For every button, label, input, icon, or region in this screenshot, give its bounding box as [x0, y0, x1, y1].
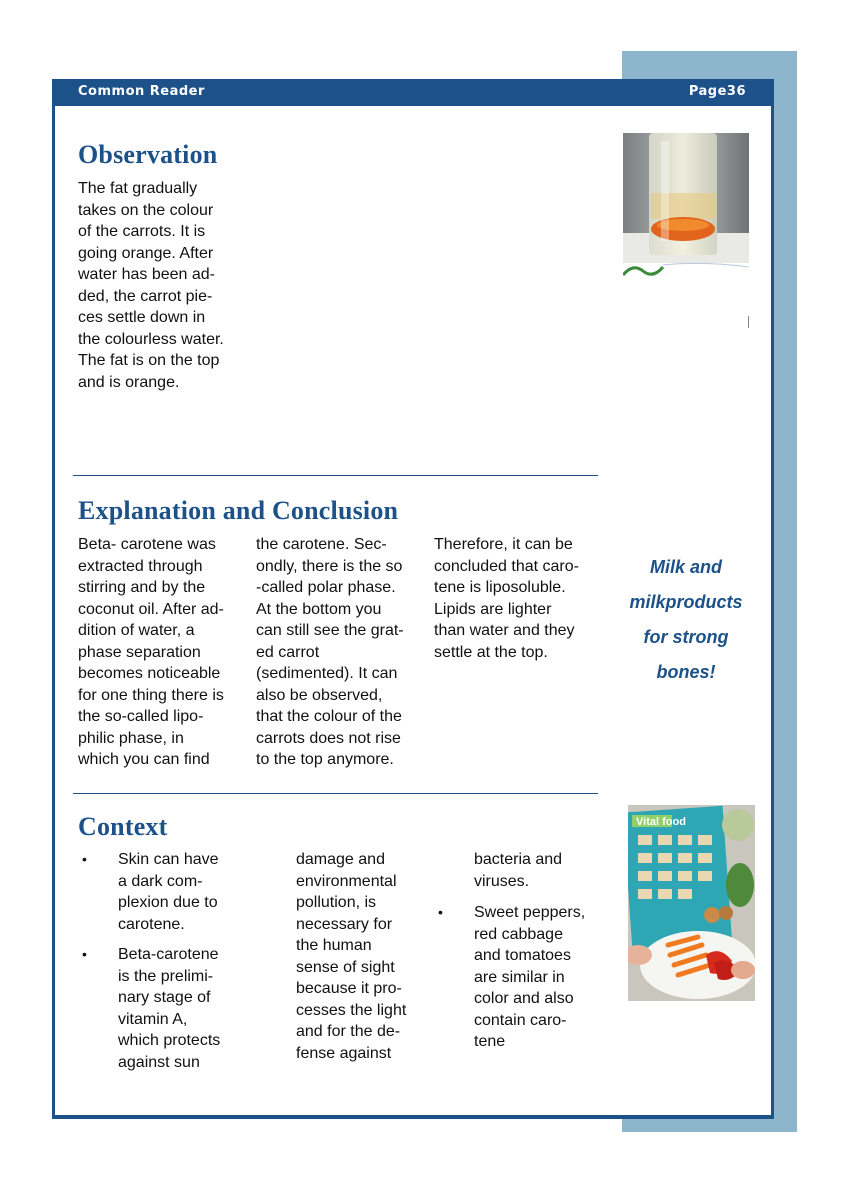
- observation-text: The fat gradually takes on the colour of the carrots. It is going orange. After water has been ad- ded, the carrot pie- ces settle down in the colourless water. The fat is on the top and is orange.: [78, 180, 224, 391]
- sidebar-quote: Milk and milkproducts for strong bones!: [629, 557, 743, 682]
- list-item-text: Beta-carotene is the prelimi- nary stage of vitamin A, which protects against sun: [118, 946, 221, 1071]
- explanation-column-3: Therefore, it can be concluded that caro- tene is liposoluble. Lipids are lighter than water and they settle at the top.: [434, 536, 579, 661]
- context-column-3-intro: bacteria and viruses.: [474, 851, 563, 890]
- explanation-column-1: Beta- carotene was extracted through stirring and by the coconut oil. After ad- dition of water, a phase separation becomes noticeable for one thing there is the so-called lipo- philic phase, in which you can find: [78, 536, 224, 768]
- bullet-icon: •: [82, 851, 87, 867]
- page-header: [52, 79, 774, 106]
- jar-photo: [623, 133, 749, 283]
- context-list-3: [434, 902, 604, 1053]
- photo-artifact: [748, 316, 749, 328]
- list-item-text: Sweet peppers, red cabbage and tomatoes are similar in color and also contain caro- tene: [474, 904, 586, 1050]
- poster-label: Vital food: [636, 816, 686, 828]
- jar-illustration: [623, 133, 749, 283]
- list-item-text: Skin can have a dark com- plexion due to carotene.: [118, 851, 219, 933]
- publication-title: Common Reader: [78, 84, 205, 99]
- bullet-icon: •: [82, 946, 87, 962]
- list-item: [78, 849, 248, 935]
- list-item: [78, 944, 248, 1073]
- section-divider: [73, 793, 598, 794]
- explanation-column-2: the carotene. Sec- ondly, there is the so -called polar phase. At the bottom you can still see the grat- ed carrot (sedimented). It can also be observed, that the colour of the carrots does not rise to the top anymore.: [256, 536, 404, 768]
- page-number: Page36: [688, 84, 746, 99]
- explanation-heading: Explanation and Conclusion: [78, 496, 399, 525]
- section-divider: [73, 475, 598, 476]
- vegetables-photo: [628, 805, 755, 1001]
- context-column-2: damage and environmental pollution, is necessary for the human sense of sight because it pro- cesses the light and for the de- fense against: [296, 851, 407, 1062]
- list-item: [434, 902, 604, 1053]
- observation-heading: Observation: [78, 140, 218, 169]
- context-list-1: [78, 849, 248, 1073]
- context-heading: Context: [78, 812, 168, 841]
- vegetables-illustration: [628, 805, 755, 1001]
- bullet-icon: •: [438, 904, 443, 920]
